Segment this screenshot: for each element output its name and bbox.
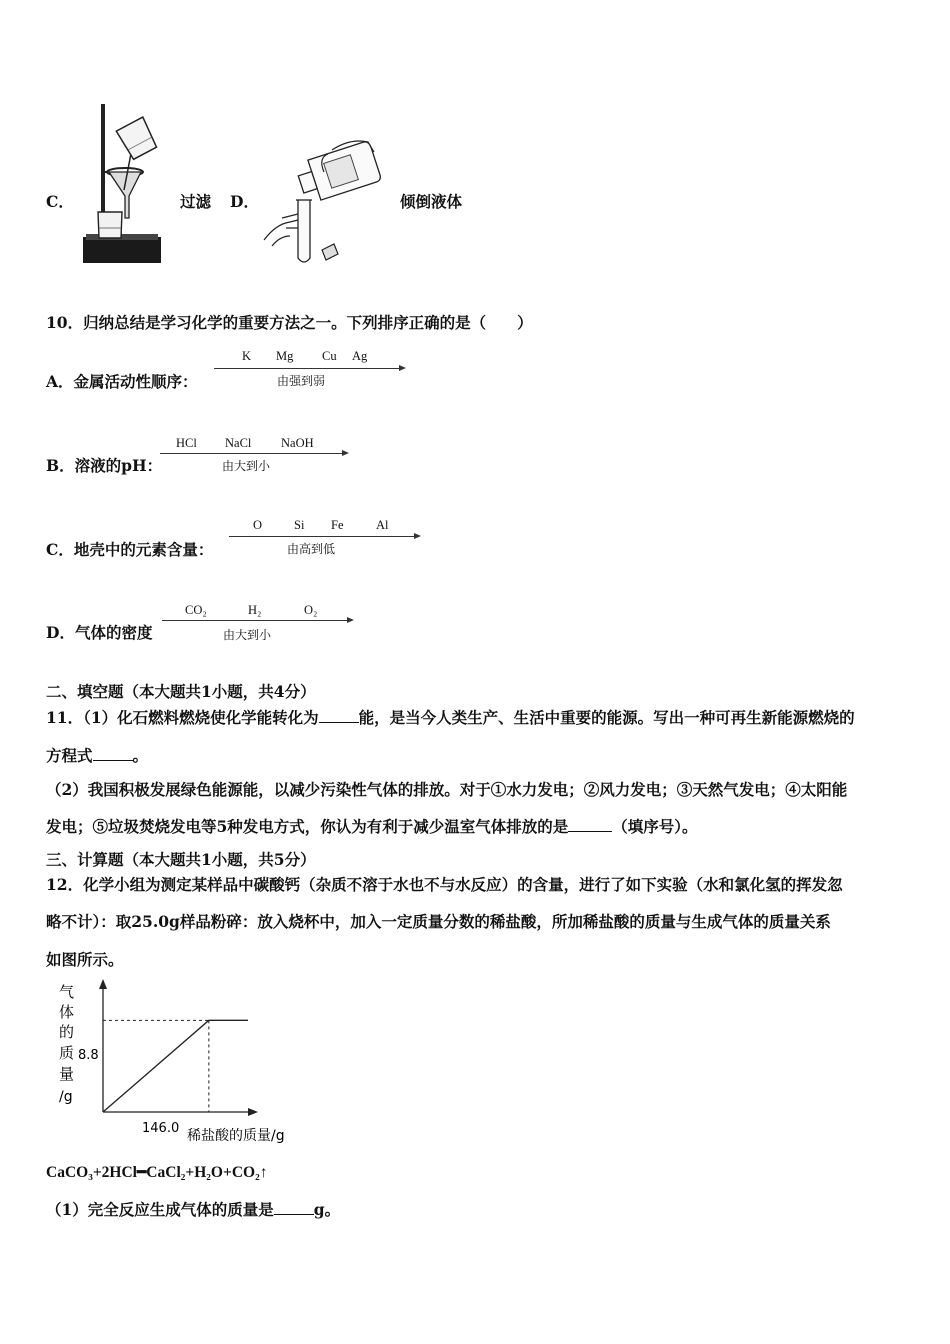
chart-series-line [103, 1020, 248, 1112]
option-d-caption: 倾倒液体 [400, 192, 463, 211]
chart-y-axis-arrow [99, 979, 107, 989]
q10-a-item: K [242, 349, 252, 363]
q11-blank-3[interactable] [568, 817, 612, 832]
q12-equation: CaCO₃+2HCl━CaCl₂+H₂O+CO₂↑ [46, 1164, 268, 1181]
chart-x-axis-arrow [248, 1108, 258, 1116]
option-d-letter: D． [230, 192, 259, 211]
option-c-caption: 过滤 [180, 192, 212, 211]
q10-b-item: NaOH [281, 436, 314, 450]
q10-option-a-label: A．金属活动性顺序： [46, 372, 198, 391]
q12-line1: 12．化学小组为测定某样品中碳酸钙（杂质不溶于水也不与水反应）的含量，进行了如下实验（水和氯化氢的挥发忽 [46, 875, 843, 894]
filtration-apparatus-image [78, 100, 168, 270]
q10-d-arrow [162, 620, 352, 621]
q12-line3: 如图所示。 [46, 950, 124, 969]
q10-d-arrow-label: 由大到小 [223, 628, 272, 642]
q10-b-item: NaCl [225, 436, 252, 450]
q11-part2-line1: （2）我国积极发展绿色能源能，以减少污染性气体的排放。对于①水力发电；②风力发电；③天然气发电；④太阳能 [46, 780, 848, 799]
q10-a-item: Cu [322, 349, 337, 363]
q10-b-arrow [160, 453, 347, 454]
q12-sub1: （1）完全反应生成气体的质量是 g。 [46, 1200, 341, 1219]
q11-line1: 11．（1）化石燃料燃烧使化学能转化为 能，是当今人类生产、生活中重要的能源。写出一种可再生新能源燃烧的 [46, 708, 855, 727]
q11-blank-1[interactable] [319, 708, 359, 723]
q10-d-item: CO₂ [185, 603, 207, 617]
chart-x-axis-label: 稀盐酸的质量/g [187, 1128, 285, 1144]
q10-a-arrow [214, 368, 404, 369]
q10-c-item: Si [294, 518, 305, 532]
q10-option-b-label: B．溶液的pH： [46, 456, 163, 475]
q10-b-arrow-label: 由大到小 [222, 459, 271, 473]
q10-option-c-label: C．地壳中的元素含量： [46, 540, 214, 559]
q10-d-item: O₂ [304, 603, 318, 617]
q10-b-item: HCl [176, 436, 197, 450]
section-2-heading: 二、填空题（本大题共1小题，共4分） [46, 682, 316, 701]
chart-x-tick-label: 146.0 [142, 1121, 180, 1136]
q10-stem: 10．归纳总结是学习化学的重要方法之一。下列排序正确的是（ ） [46, 313, 533, 332]
chart-ylabel-char: 的 [59, 1023, 75, 1041]
q12-line2: 略不计）：取25.0g样品粉碎：放入烧杯中，加入一定质量分数的稀盐酸，所加稀盐酸的质量与生成气体的质量关系 [46, 912, 831, 931]
q10-c-item: Fe [331, 518, 344, 532]
chart-ylabel-char: 量 [59, 1065, 75, 1083]
chart-ylabel-char: 体 [59, 1003, 75, 1021]
q11-line2: 方程式 。 [46, 746, 149, 765]
section-3-heading: 三、计算题（本大题共1小题，共5分） [46, 850, 316, 869]
pouring-liquid-image [262, 128, 387, 270]
q10-d-item: H₂ [248, 603, 262, 617]
option-c-letter: C． [46, 192, 74, 211]
q10-a-item: Mg [276, 349, 294, 363]
q10-a-arrow-label: 由强到弱 [277, 374, 326, 388]
q10-c-item: Al [376, 518, 389, 532]
q10-c-arrow-label: 由高到低 [287, 542, 336, 556]
chart-ylabel-char: 气 [59, 983, 75, 1001]
q10-option-d-label: D．气体的密度 [46, 623, 153, 642]
q11-blank-2[interactable] [93, 746, 133, 761]
chart-ylabel-char: /g [59, 1089, 73, 1105]
chart-ylabel-char: 质 [59, 1044, 75, 1062]
q12-blank-1[interactable] [274, 1200, 314, 1215]
q10-a-item: Ag [352, 349, 368, 363]
q11-part2-line2: 发电；⑤垃圾焚烧发电等5种发电方式，你认为有利于减少温室气体排放的是 （填序号）。 [46, 817, 698, 836]
q10-c-arrow [229, 536, 419, 537]
q10-c-item: O [253, 518, 263, 532]
gas-mass-chart [50, 975, 320, 1150]
chart-y-tick-label: 8.8 [78, 1048, 99, 1063]
